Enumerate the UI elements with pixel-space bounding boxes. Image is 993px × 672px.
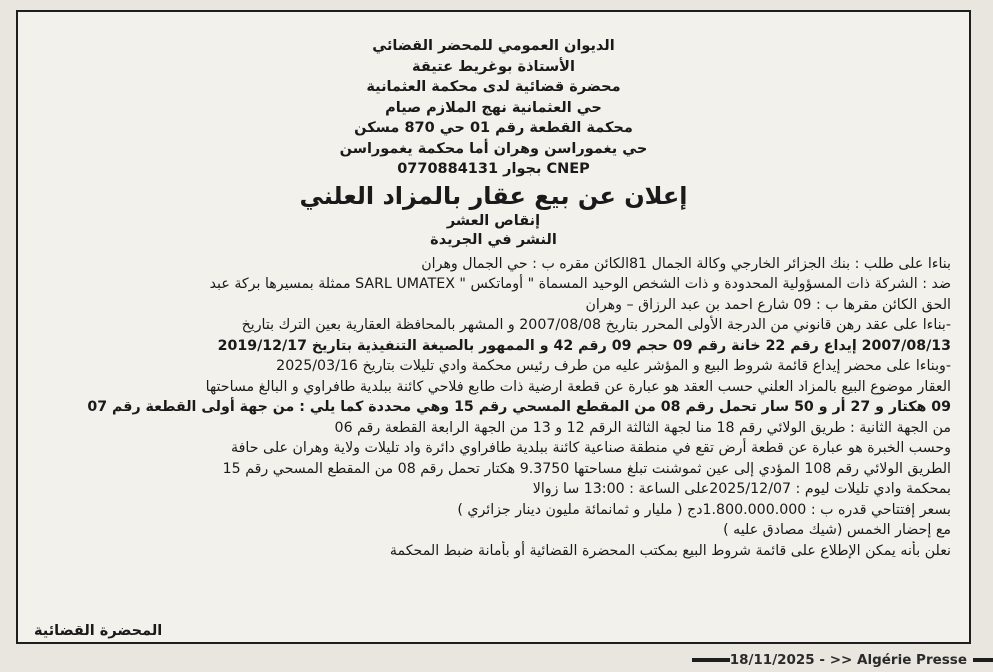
footer-rule-right [973,658,993,662]
footer-source-text: 18/11/2025 - >> Algérie Presse [729,652,967,668]
body-line: مع إحضار الخمس (شيك مصادق عليه ) [723,522,951,538]
body-line: -وبناءا على محضر إيداع قائمة شروط البيع و المؤشر عليه من طرف رئيس محكمة وادي تليلات بتاريخ 2025/03/16 [276,358,951,374]
header-office: الديوان العمومي للمحضر القضائي [372,38,615,54]
body-line: 09 هكتار و 27 أر و 50 سار تحمل رقم 08 من المقطع المسحي رقم 15 وهي محددة كما يلي : من جهة أولى القطعة رقم 07 [87,399,951,415]
body-line: الطريق الولائي رقم 108 المؤدي إلى عين ثموشنت تبلغ مساحتها 9.3750 هكتار تحمل رقم 08 من المقطع المسحي رقم 15 [222,460,951,477]
notice-header [36,36,951,180]
body-line: بمحكمة وادي تليلات ليوم : 2025/12/07على الساعة : 13:00 سا زوالا [532,481,951,497]
notice-subtitle: النشر في الجريدة [430,231,557,248]
body-line: 2007/08/13 إيداع رقم 22 خانة رقم 09 حجم 09 رقم 42 و الممهور بالصيغة التنفيذية بتاريخ 2019/12/17 [217,337,951,354]
footer-rule-left [692,658,730,662]
header-bailiff-name: الأستاذة بوغريط عتيقة [412,58,575,75]
header-plot: محكمة القطعة رقم 01 حي 870 مسكن [354,120,633,136]
legal-notice [16,10,971,644]
header-phone: CNEP بجوار 0770884131 [397,161,590,177]
body-line: -بناءا على عقد رهن قانوني من الدرجة الأولى المحرر بتاريخ 2007/08/08 و المشهر بالمحافظة العقارية بعين الترك بتاريخ [241,317,951,333]
body-line: من الجهة الثانية : طريق الولائي رقم 18 منا لجهة الثالثة الرقم 12 و 13 من الجهة الرابعة القطعة رقم 06 [334,419,951,436]
header-street: حي العثمانية نهج الملازم صيام [385,99,602,116]
header-district: حي يغموراسن وهران أما محكمة يغموراسن [339,140,648,157]
source-footer [686,652,993,668]
body-line: الحق الكائن مقرها ب : 09 شارع احمد بن عبد الرزاق – وهران [585,296,951,313]
body-line: بناءا على طلب : بنك الجزائر الخارجي وكالة الجمال 81الكائن مقره ب : حي الجمال وهران [421,255,951,272]
signature: المحضرة القضائية [34,623,163,639]
notice-title: إعلان عن بيع عقار بالمزاد العلني [299,181,688,210]
body-line: نعلن بأنه يمكن الإطلاع على قائمة شروط البيع بمكتب المحضرة القضائية أو بأمانة ضبط المحكمة [389,542,951,559]
header-court: محضرة قضائية لدى محكمة العثمانية [366,79,621,95]
notice-body [36,254,951,562]
body-line: بسعر إفتتاحي قدره ب : 1.800.000.000دج ( مليار و ثمانمائة مليون دينار جزائري ) [457,501,951,518]
body-line: العقار موضوع البيع بالمزاد العلني حسب العقد هو عبارة عن قطعة ارضية ذات طابع فلاحي كائنة ببلدية طافراوي و البالغ مساحتها [205,378,951,395]
body-line: وحسب الخبرة هو عبارة عن قطعة أرض تقع في منطقة صناعية كائنة ببلدية طافراوي دائرة واد تليلات ولاية وهران على حافة [231,440,951,456]
notice-subtitle: إنقاص العشر [446,212,541,229]
body-line: ضد : الشركة ذات المسؤولية المحدودة و ذات الشخص الوحيد المسماة " أوماتكس " SARL UMATEX ممثلة بمسيرها بركة عبد [209,276,951,292]
